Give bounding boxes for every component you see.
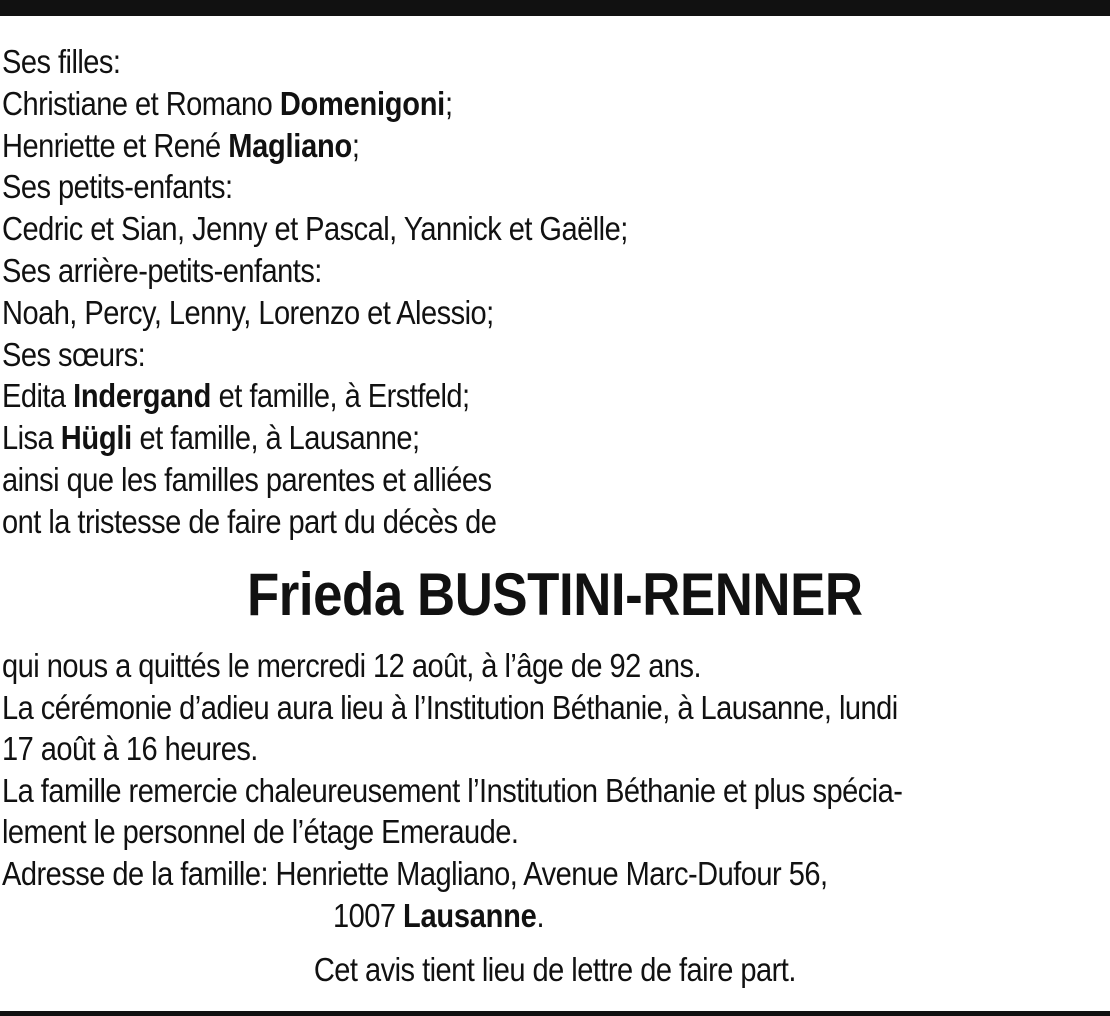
passing-line: qui nous a quittés le mercredi 12 août, à l’âge de 92 ans. [2,647,702,684]
sister2-rest: et famille, à Lausanne; [131,419,420,457]
ceremony-line-2: 17 août à 16 heures. [2,730,258,767]
great-grandchildren-heading: Ses arrière-petits-enfants: [2,251,322,289]
deceased-name: Frieda BUSTINI-RENNER [247,561,863,628]
address-postcode: 1007 [333,897,404,934]
closing-text: Cet avis tient lieu de lettre de faire part. [313,951,796,988]
daughter2-line [2,125,628,167]
grandchildren-heading: Ses petits-enfants: [2,168,233,206]
daughter1-names: Christiane et Romano [2,84,280,122]
sister1-line [2,375,628,417]
thanks-line-2: lement le personnel de l’étage Emeraude. [2,813,519,850]
sisters-heading: Ses sœurs: [2,335,146,373]
grandchildren-list: Cedric et Sian, Jenny et Pascal, Yannick et Gaëlle; [2,210,628,248]
bottom-rule [0,1011,1110,1016]
deceased-name-heading [0,555,1110,635]
address-city: Lausanne [403,897,537,934]
family-list [2,41,628,543]
sister1-rest: et famille, à Erstfeld; [211,377,470,415]
daughter2-names: Henriette et René [2,126,229,164]
sister2-surname: Hügli [60,419,132,457]
sister1-first: Edita [2,377,74,415]
daughter2-surname: Magliano [228,126,352,164]
sister2-line [2,417,628,459]
address-line-1: Adresse de la famille: Henriette Magliano, Avenue Marc-Dufour 56, [2,854,828,892]
closing-note [0,948,1110,992]
sister1-surname: Indergand [73,377,212,415]
announcement-line: ont la tristesse de faire part du décès de [2,502,497,540]
line-end: ; [444,84,453,122]
daughters-heading: Ses filles: [2,43,121,80]
daughter1-surname: Domenigoni [279,84,445,122]
great-grandchildren-list: Noah, Percy, Lenny, Lorenzo et Alessio; [2,293,494,331]
thanks-line-1: La famille remercie chaleureusement l’Institution Béthanie et plus spécia- [2,771,903,809]
details-block [2,645,902,894]
address-end: . [536,897,545,934]
ceremony-line-1: La cérémonie d’adieu aura lieu à l’Institution Béthanie, à Lausanne, lundi [2,688,898,726]
relatives-line: ainsi que les familles parentes et alliées [2,460,492,498]
address-city-line [333,895,544,937]
line-end: ; [351,126,360,164]
daughter1-line [2,83,628,125]
top-rule [0,0,1110,16]
sister2-first: Lisa [2,419,61,457]
